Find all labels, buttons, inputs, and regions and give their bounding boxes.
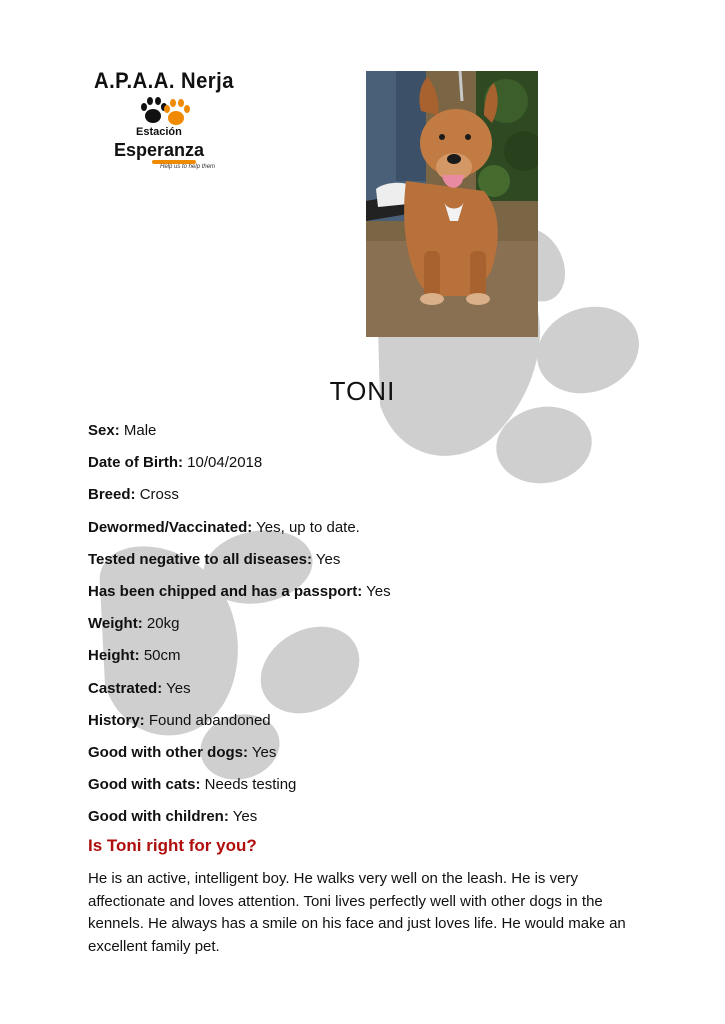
detail-value: Yes (166, 679, 191, 697)
detail-good-with-cats (88, 775, 648, 807)
detail-label: Good with children: (88, 808, 229, 826)
detail-date-of-birth (88, 453, 648, 485)
detail-label: Tested negative to all diseases: (88, 550, 312, 568)
paw-prints-icon (138, 96, 190, 128)
logo-subtitle: Estación (136, 126, 182, 138)
detail-height (88, 646, 648, 678)
detail-label: Castrated: (88, 679, 163, 697)
detail-tested-negative (88, 550, 648, 582)
detail-castrated (88, 679, 648, 711)
detail-label: Dewormed/Vaccinated: (88, 518, 253, 536)
detail-label: History: (88, 711, 145, 729)
detail-value: Found abandoned (148, 711, 271, 729)
detail-good-with-dogs (88, 743, 648, 775)
detail-label: Breed: (88, 486, 136, 504)
detail-label: Sex: (88, 422, 120, 439)
detail-value: Yes (366, 582, 391, 600)
detail-value: Male (123, 422, 157, 439)
detail-history (88, 711, 648, 743)
detail-value: 20kg (146, 615, 180, 633)
adoption-question-heading: Is Toni right for you? (88, 836, 257, 855)
detail-chipped-passport (88, 582, 648, 614)
detail-value: Yes, up to date. (256, 518, 360, 536)
detail-value: Yes (232, 808, 258, 826)
detail-label: Date of Birth: (88, 454, 183, 472)
detail-weight (88, 614, 648, 646)
organization-logo (90, 64, 240, 184)
detail-dewormed-vaccinated (88, 518, 648, 550)
detail-sex (88, 421, 648, 453)
dog-photo (366, 71, 538, 337)
detail-breed (88, 485, 648, 517)
detail-value: Needs testing (204, 776, 297, 794)
detail-value: 10/04/2018 (187, 454, 263, 472)
detail-value: Yes (315, 550, 341, 568)
dog-details-list (88, 421, 648, 839)
detail-value: Cross (139, 486, 179, 504)
detail-value: 50cm (143, 647, 181, 665)
logo-title: A.P.A.A. Nerja (94, 68, 234, 93)
logo-name: Esperanza (114, 140, 205, 160)
detail-label: Good with other dogs: (88, 743, 248, 761)
dog-name-heading: TONI (329, 376, 396, 406)
dog-description: He is an active, intelligent boy. He walks very well on the leash. He is very affectionate and loves attention. Toni lives perfectly well with other dogs in the kennels. He always has a smile on his face and just loves life. He would make an excellent family pet. (88, 870, 626, 955)
detail-label: Weight: (88, 615, 143, 633)
detail-good-with-children (88, 807, 648, 839)
detail-value: Yes (251, 743, 277, 761)
detail-label: Has been chipped and has a passport: (88, 582, 363, 600)
logo-tagline: Help us to help them (160, 164, 216, 170)
detail-label: Height: (88, 647, 140, 665)
dog-photo-icon (366, 71, 538, 337)
detail-label: Good with cats: (88, 776, 201, 794)
